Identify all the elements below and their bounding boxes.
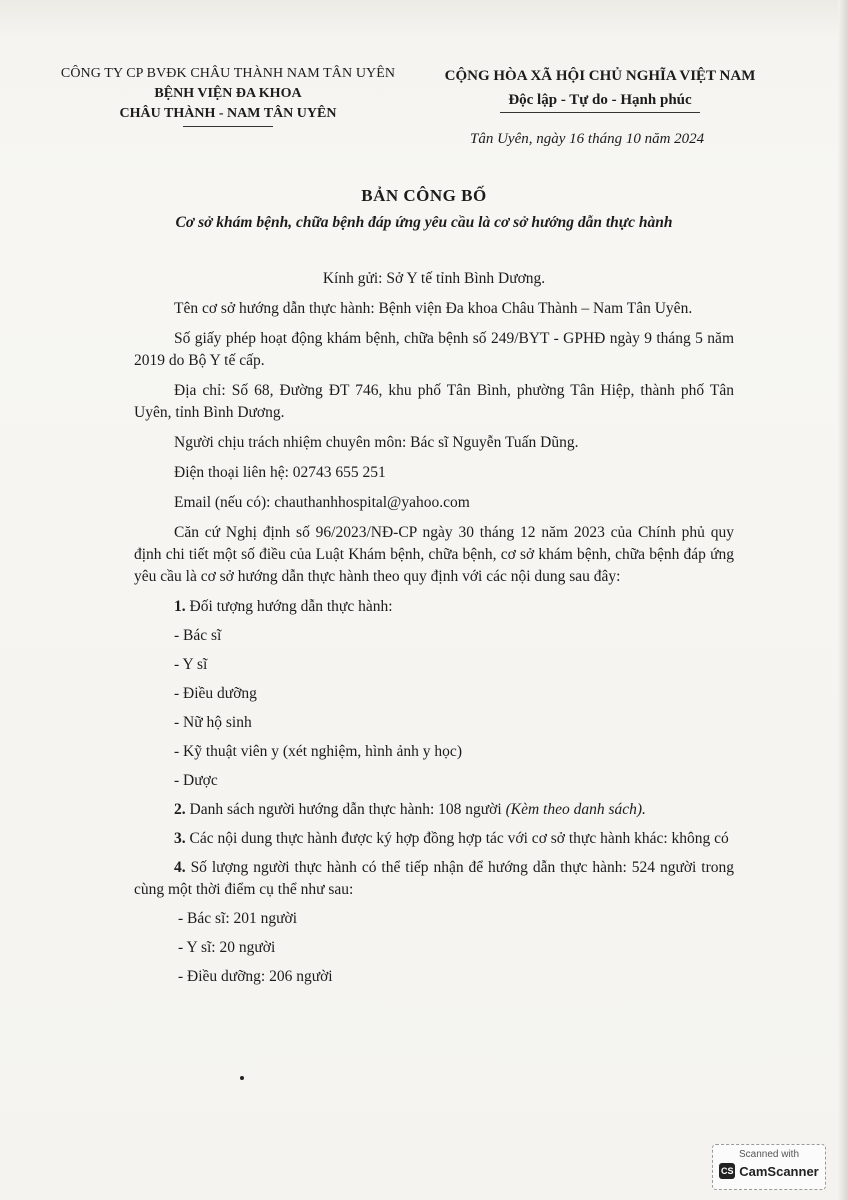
organization-header (58, 64, 398, 127)
document-date: Tân Uyên, ngày 16 tháng 10 năm 2024 (470, 131, 705, 147)
camscanner-watermark (712, 1144, 826, 1190)
list-item: - Điều dưỡng: 206 người (178, 968, 333, 985)
camscanner-brand: CamScanner (739, 1163, 819, 1179)
list-item: - Bác sĩ: 201 người (178, 910, 298, 927)
national-header (420, 64, 780, 113)
list-item: - Kỹ thuật viên y (xét nghiệm, hình ảnh y học) (174, 743, 462, 760)
license-paragraph: Số giấy phép hoạt động khám bệnh, chữa bệnh số 249/BYT - GPHĐ ngày 9 tháng 5 năm 2019 do Bộ Y tế cấp. (134, 330, 734, 369)
list-item: - Dược (174, 772, 218, 789)
list-item: - Điều dưỡng (174, 685, 257, 702)
section-1-heading: 1. Đối tượng hướng dẫn thực hành: (174, 598, 393, 615)
header-left-divider (183, 126, 273, 127)
facility-name-paragraph: Tên cơ sở hướng dẫn thực hành: Bệnh viện Đa khoa Châu Thành – Nam Tân Uyên. (174, 300, 693, 317)
page-edge-shadow (838, 0, 848, 1200)
document-title: BẢN CÔNG BỐ (361, 186, 487, 205)
recipient-line: Kính gửi: Sở Y tế tỉnh Bình Dương. (322, 270, 546, 287)
list-item: - Bác sĩ (174, 627, 222, 644)
country-name: CỘNG HÒA XÃ HỘI CHỦ NGHĨA VIỆT NAM (444, 68, 756, 84)
list-item: - Y sĩ (174, 656, 208, 673)
header-right-divider (500, 112, 700, 113)
document-subtitle: Cơ sở khám bệnh, chữa bệnh đáp ứng yêu cầu là cơ sở hướng dẫn thực hành (175, 214, 673, 231)
camscanner-logo-icon: CS (719, 1163, 735, 1179)
list-item: - Nữ hộ sinh (174, 714, 252, 731)
section-3-paragraph: 3. Các nội dung thực hành được ký hợp đồng hợp tác với cơ sở thực hành khác: không có (174, 830, 729, 847)
section-2-paragraph: 2. Danh sách người hướng dẫn thực hành: 108 người (Kèm theo danh sách). (174, 801, 646, 818)
responsible-person-paragraph: Người chịu trách nhiệm chuyên môn: Bác sĩ Nguyễn Tuấn Dũng. (174, 434, 579, 451)
scanned-with-label: Scanned with (738, 1149, 800, 1160)
national-motto: Độc lập - Tự do - Hạnh phúc (508, 92, 692, 108)
email-paragraph: Email (nếu có): chauthanhhospital@yahoo.com (174, 494, 470, 511)
list-item: - Y sĩ: 20 người (178, 939, 276, 956)
hospital-location: CHÂU THÀNH - NAM TÂN UYÊN (119, 106, 337, 121)
legal-basis-paragraph: Căn cứ Nghị định số 96/2023/NĐ-CP ngày 30 tháng 12 năm 2023 của Chính phủ quy định chi tiết một số điều của Luật Khám bệnh, chữa bệnh, cơ sở khám bệnh, chữa bệnh đáp ứng yêu cầu là cơ sở hướng dẫn thực hành theo quy định với các nội dung sau đây: (134, 524, 734, 585)
company-name: CÔNG TY CP BVĐK CHÂU THÀNH NAM TÂN UYÊN (60, 66, 396, 81)
address-paragraph: Địa chỉ: Số 68, Đường ĐT 746, khu phố Tân Bình, phường Tân Hiệp, thành phố Tân Uyên, tỉnh Bình Dương. (134, 382, 734, 421)
document-body (134, 268, 734, 988)
phone-paragraph: Điện thoại liên hệ: 02743 655 251 (174, 464, 386, 481)
section-4-paragraph: 4. Số lượng người thực hành có thể tiếp nhận để hướng dẫn thực hành: 524 người trong cùng một thời điểm cụ thể như sau: (134, 859, 734, 898)
ink-mark (240, 1076, 244, 1080)
hospital-name: BỆNH VIỆN ĐA KHOA (154, 86, 302, 101)
